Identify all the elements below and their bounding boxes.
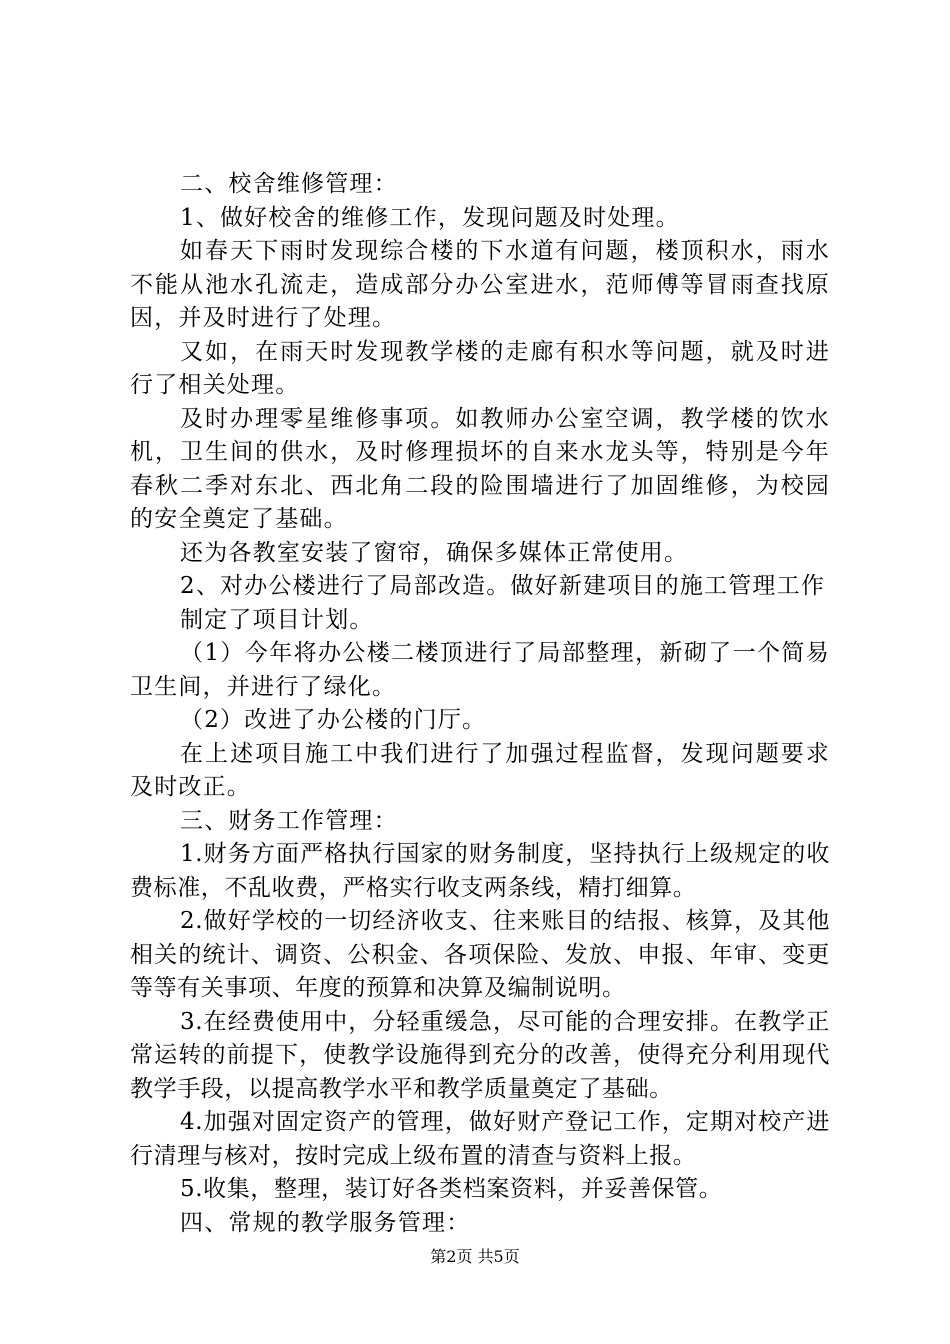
paragraph-finance-5: 5.收集，整理，装订好各类档案资料，并妥善保管。 xyxy=(180,1176,723,1202)
section-heading-campus-maintenance: 二、校舍维修管理： xyxy=(180,171,398,197)
document-body xyxy=(130,168,830,1240)
paragraph: 还为各教室安装了窗帘，确保多媒体正常使用。 xyxy=(180,539,689,566)
section-heading-finance: 三、财务工作管理： xyxy=(180,807,398,834)
paragraph-subitem-1: （1）今年将办公楼二楼顶进行了局部整理，新砌了一个简易卫生间，并进行了绿化。 xyxy=(130,640,830,700)
paragraph-item-2: 2、对办公楼进行了局部改造。做好新建项目的施工管理工作 xyxy=(180,573,826,599)
paragraph: 制定了项目计划。 xyxy=(180,606,374,633)
paragraph: 及时办理零星维修事项。如教师办公室空调，教学楼的饮水机，卫生间的供水，及时修理损坏的自来水龙头等，特别是今年春秋二季对东北、西北角二段的险围墙进行了加固维修，为校园的安全奠定了基础。 xyxy=(130,405,830,532)
paragraph-finance-4: 4.加强对固定资产的管理，做好财产登记工作，定期对校产进行清理与核对，按时完成上级布置的清查与资料上报。 xyxy=(130,1109,830,1169)
paragraph-subitem-2: （2）改进了办公楼的门厅。 xyxy=(180,707,487,733)
paragraph: 又如，在雨天时发现教学楼的走廊有积水等问题，就及时进行了相关处理。 xyxy=(130,338,830,398)
page-number-footer: 第2页 共5页 xyxy=(430,1247,520,1266)
section-heading-teaching-service: 四、常规的教学服务管理： xyxy=(180,1209,471,1236)
paragraph-finance-2: 2.做好学校的一切经济收支、往来账目的结报、核算，及其他相关的统计、调资、公积金、各项保险、发放、申报、年审、变更等等有关事项、年度的预算和决算及编制说明。 xyxy=(130,908,830,1001)
paragraph-item-1: 1、做好校舍的维修工作，发现问题及时处理。 xyxy=(180,204,680,231)
paragraph: 如春天下雨时发现综合楼的下水道有问题，楼顶积水，雨水不能从池水孔流走，造成部分办公室进水，范师傅等冒雨查找原因，并及时进行了处理。 xyxy=(130,238,830,331)
paragraph-finance-3: 3.在经费使用中，分轻重缓急，尽可能的合理安排。在教学正常运转的前提下，使教学设施得到充分的改善，使得充分利用现代教学手段，以提高教学水平和教学质量奠定了基础。 xyxy=(130,1008,830,1102)
paragraph-finance-1: 1.财务方面严格执行国家的财务制度，坚持执行上级规定的收费标准，不乱收费，严格实行收支两条线，精打细算。 xyxy=(130,841,830,901)
paragraph: 在上述项目施工中我们进行了加强过程监督，发现问题要求及时改正。 xyxy=(130,740,830,800)
